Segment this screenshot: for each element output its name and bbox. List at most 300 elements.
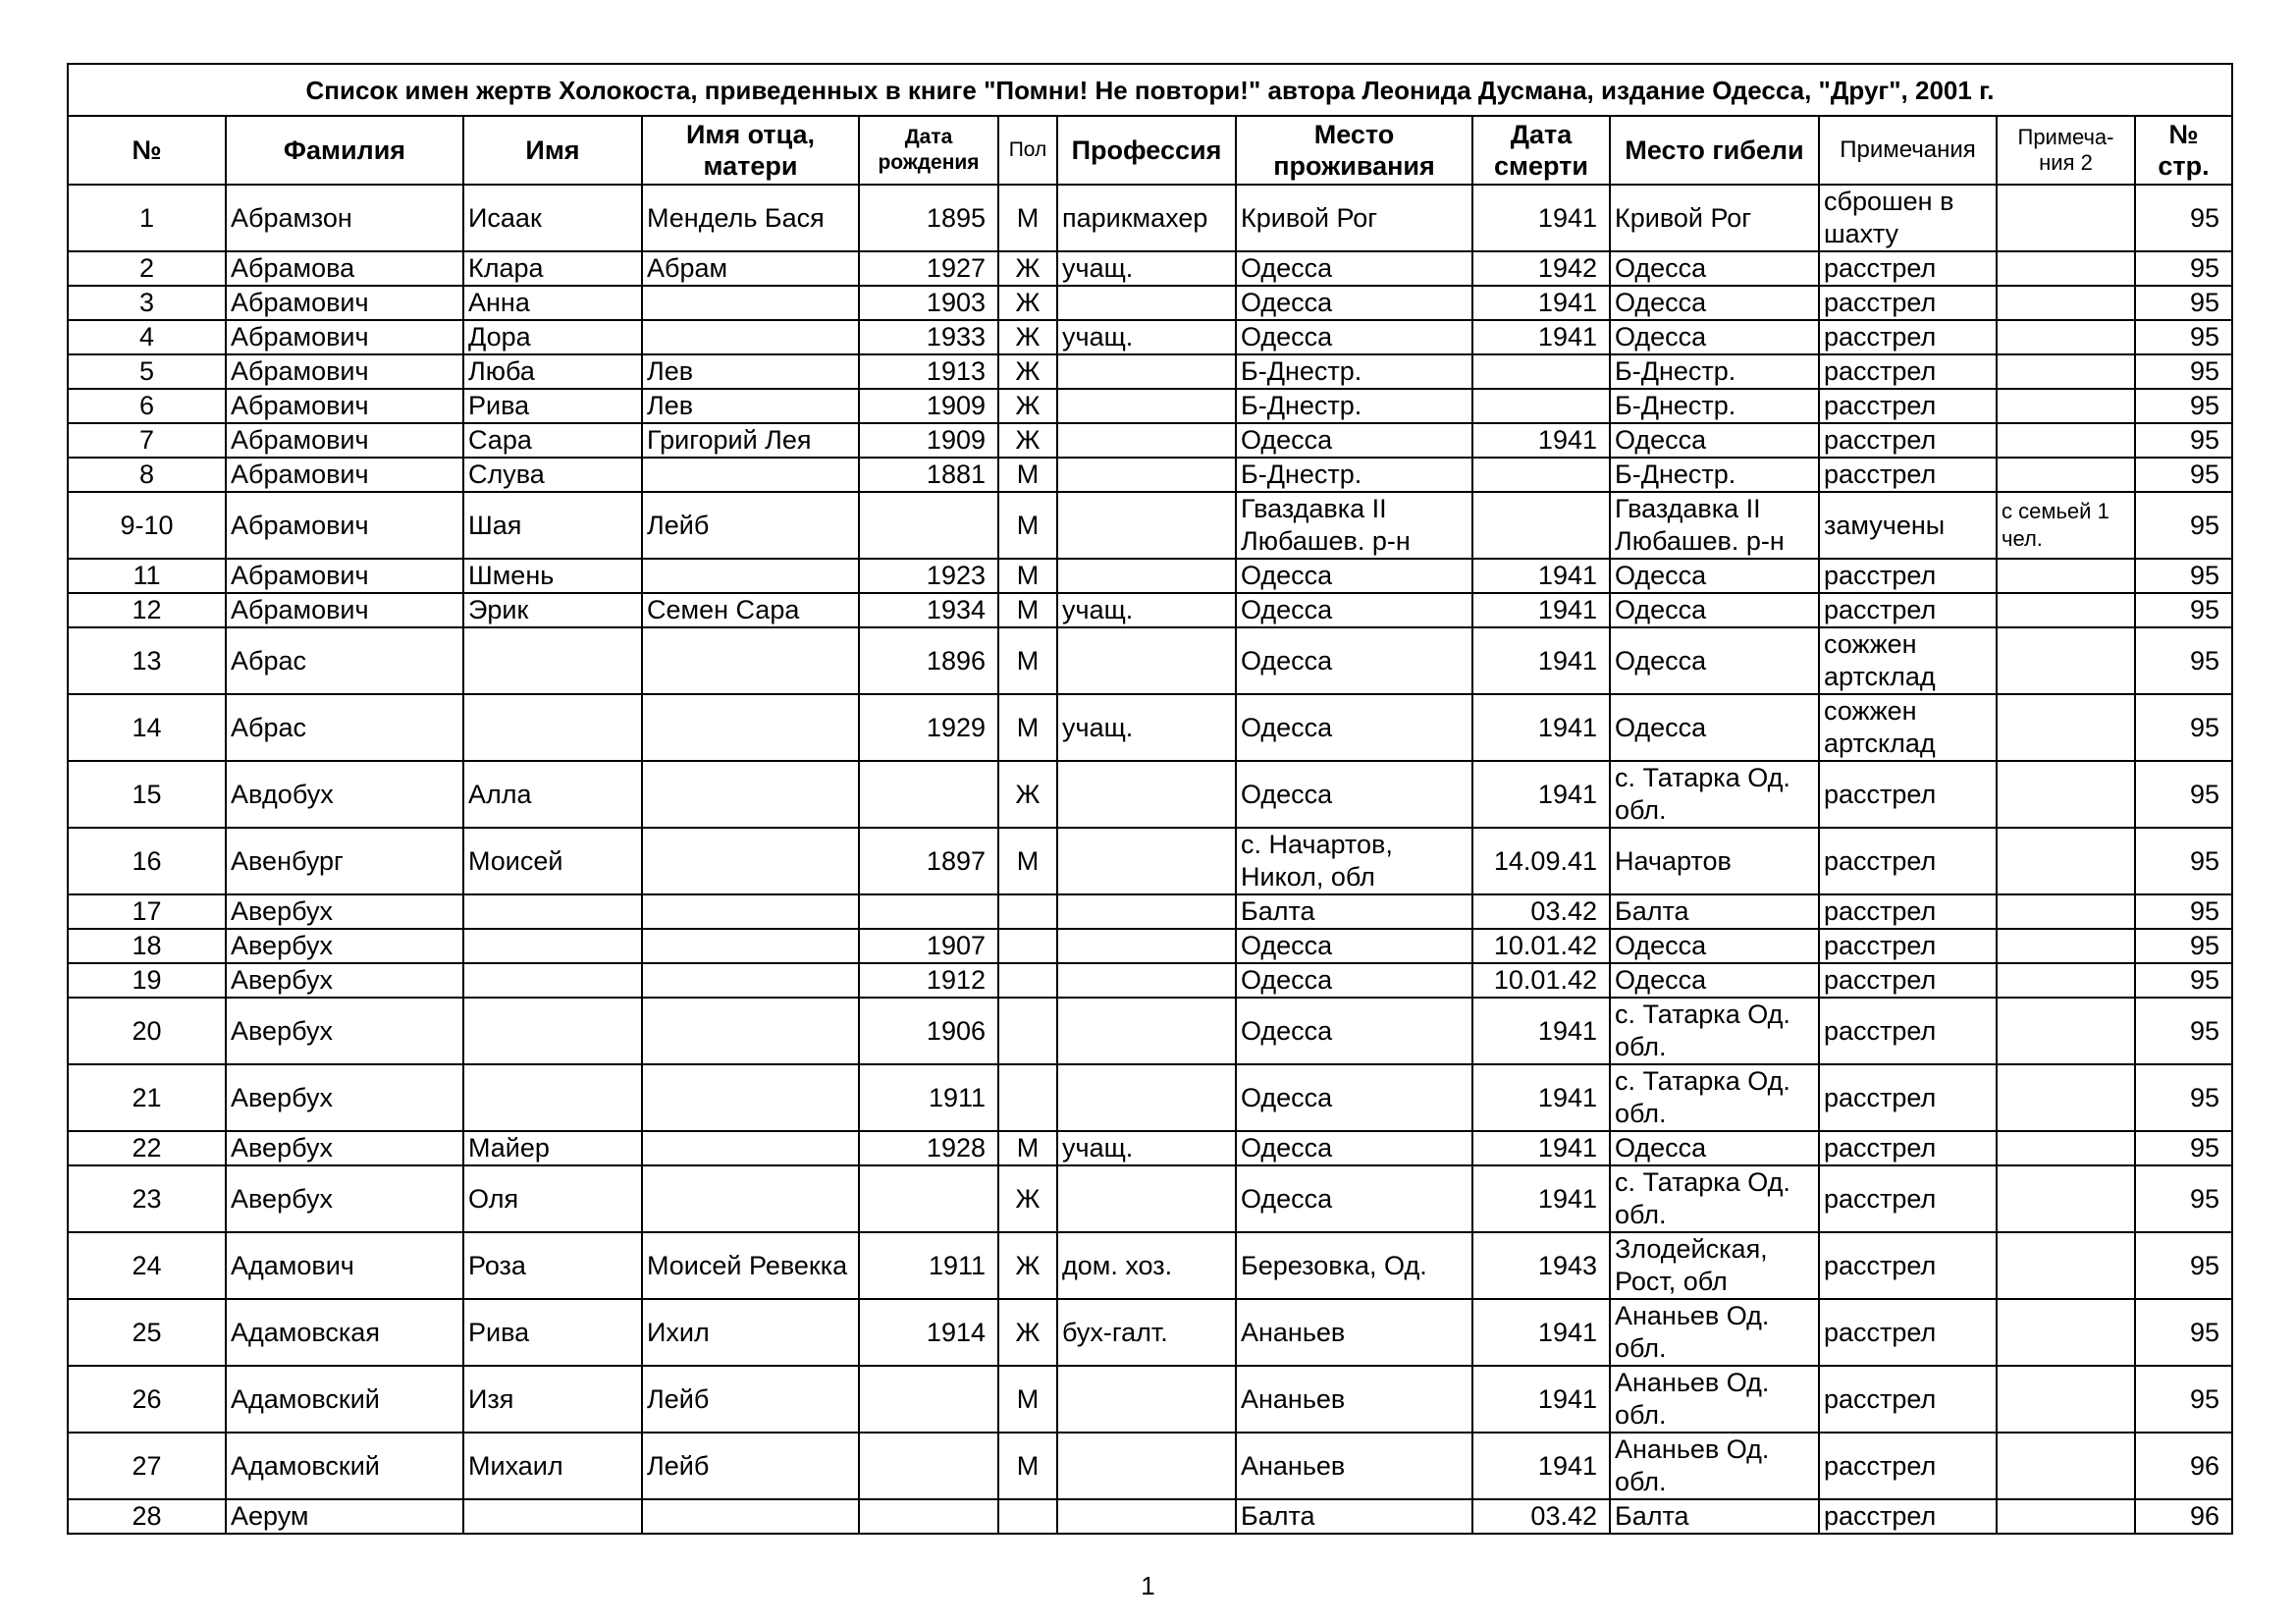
cell-death: 03.42 — [1472, 894, 1610, 929]
cell-note: расстрел — [1819, 1232, 1997, 1299]
cell-parents: Григорий Лея — [642, 423, 859, 458]
cell-parents — [642, 929, 859, 963]
cell-profession — [1057, 1165, 1236, 1232]
cell-profession: учащ. — [1057, 251, 1236, 286]
table-row — [68, 1299, 2232, 1366]
cell-residence: Б-Днестр. — [1236, 458, 1472, 492]
cell-note2 — [1997, 998, 2135, 1064]
cell-death: 1941 — [1472, 1299, 1610, 1366]
cell-sex: М — [998, 185, 1057, 251]
cell-birth: 1933 — [859, 320, 998, 354]
cell-death: 1941 — [1472, 694, 1610, 761]
cell-profession: учащ. — [1057, 694, 1236, 761]
cell-note: расстрел — [1819, 458, 1997, 492]
cell-death: 1941 — [1472, 286, 1610, 320]
cell-note2 — [1997, 185, 2135, 251]
cell-num: 5 — [68, 354, 226, 389]
cell-sex: Ж — [998, 354, 1057, 389]
cell-name — [463, 894, 642, 929]
cell-sex: М — [998, 694, 1057, 761]
cell-note2 — [1997, 1299, 2135, 1366]
cell-residence: Одесса — [1236, 251, 1472, 286]
cell-name: Алла — [463, 761, 642, 828]
cell-page: 95 — [2135, 185, 2232, 251]
cell-sex — [998, 894, 1057, 929]
cell-residence: Одесса — [1236, 559, 1472, 593]
cell-sex: М — [998, 458, 1057, 492]
cell-note2 — [1997, 559, 2135, 593]
cell-num: 1 — [68, 185, 226, 251]
cell-surname: Абрас — [226, 627, 463, 694]
cell-sex: М — [998, 1433, 1057, 1499]
cell-death-place: Балта — [1610, 894, 1819, 929]
table-row — [68, 458, 2232, 492]
cell-note2 — [1997, 1366, 2135, 1433]
cell-sex — [998, 963, 1057, 998]
cell-note: расстрел — [1819, 1433, 1997, 1499]
cell-surname: Абрамович — [226, 492, 463, 559]
cell-residence: Одесса — [1236, 694, 1472, 761]
cell-name: Рива — [463, 389, 642, 423]
cell-death-place: Одесса — [1610, 251, 1819, 286]
cell-residence: Одесса — [1236, 286, 1472, 320]
cell-page: 96 — [2135, 1499, 2232, 1534]
cell-num: 16 — [68, 828, 226, 894]
cell-name: Михаил — [463, 1433, 642, 1499]
cell-sex: М — [998, 828, 1057, 894]
cell-name: Клара — [463, 251, 642, 286]
cell-death: 1941 — [1472, 593, 1610, 627]
header-residence: Место проживания — [1236, 116, 1472, 185]
table-row — [68, 894, 2232, 929]
cell-surname: Авербух — [226, 894, 463, 929]
cell-residence: Ананьев — [1236, 1433, 1472, 1499]
cell-death-place: Злодейская, Рост, обл — [1610, 1232, 1819, 1299]
cell-note: сожжен артсклад — [1819, 627, 1997, 694]
cell-page: 95 — [2135, 828, 2232, 894]
cell-profession — [1057, 1064, 1236, 1131]
table-row — [68, 320, 2232, 354]
cell-birth — [859, 1165, 998, 1232]
cell-birth: 1927 — [859, 251, 998, 286]
cell-parents: Ихил — [642, 1299, 859, 1366]
cell-profession: бух-галт. — [1057, 1299, 1236, 1366]
cell-residence: Б-Днестр. — [1236, 389, 1472, 423]
cell-death-place: Кривой Рог — [1610, 185, 1819, 251]
cell-parents — [642, 1064, 859, 1131]
cell-surname: Абрамович — [226, 354, 463, 389]
cell-parents — [642, 559, 859, 593]
cell-page: 95 — [2135, 320, 2232, 354]
cell-death: 1941 — [1472, 761, 1610, 828]
cell-death-place: с. Татарка Од. обл. — [1610, 761, 1819, 828]
table-row — [68, 1165, 2232, 1232]
cell-note: сожжен артсклад — [1819, 694, 1997, 761]
cell-death: 1941 — [1472, 423, 1610, 458]
cell-birth — [859, 492, 998, 559]
cell-parents: Лейб — [642, 492, 859, 559]
cell-note: расстрел — [1819, 1165, 1997, 1232]
cell-birth: 1911 — [859, 1064, 998, 1131]
cell-residence: Одесса — [1236, 929, 1472, 963]
table-row — [68, 694, 2232, 761]
table-body — [68, 185, 2232, 1534]
table-row — [68, 929, 2232, 963]
cell-profession: дом. хоз. — [1057, 1232, 1236, 1299]
cell-death: 1941 — [1472, 1165, 1610, 1232]
cell-note: расстрел — [1819, 423, 1997, 458]
cell-parents — [642, 1165, 859, 1232]
cell-surname: Авербух — [226, 1165, 463, 1232]
cell-profession — [1057, 828, 1236, 894]
cell-birth: 1881 — [859, 458, 998, 492]
cell-parents — [642, 894, 859, 929]
cell-note2 — [1997, 458, 2135, 492]
cell-num: 6 — [68, 389, 226, 423]
cell-sex — [998, 1499, 1057, 1534]
cell-death: 14.09.41 — [1472, 828, 1610, 894]
cell-surname: Адамовский — [226, 1433, 463, 1499]
cell-surname: Абрас — [226, 694, 463, 761]
cell-name: Изя — [463, 1366, 642, 1433]
cell-death-place: Начартов — [1610, 828, 1819, 894]
cell-death-place: Одесса — [1610, 963, 1819, 998]
cell-birth: 1914 — [859, 1299, 998, 1366]
cell-surname: Абрамович — [226, 458, 463, 492]
cell-death-place: Ананьев Од. обл. — [1610, 1433, 1819, 1499]
cell-residence: Одесса — [1236, 423, 1472, 458]
cell-sex: М — [998, 559, 1057, 593]
cell-surname: Авербух — [226, 998, 463, 1064]
cell-note: расстрел — [1819, 1366, 1997, 1433]
cell-surname: Авербух — [226, 963, 463, 998]
cell-num: 7 — [68, 423, 226, 458]
cell-death: 10.01.42 — [1472, 929, 1610, 963]
cell-surname: Аерум — [226, 1499, 463, 1534]
cell-note2 — [1997, 894, 2135, 929]
cell-death-place: Балта — [1610, 1499, 1819, 1534]
cell-note2 — [1997, 423, 2135, 458]
cell-death-place: Одесса — [1610, 627, 1819, 694]
cell-name — [463, 694, 642, 761]
cell-profession — [1057, 458, 1236, 492]
header-parents: Имя отца, матери — [642, 116, 859, 185]
cell-name: Шая — [463, 492, 642, 559]
cell-residence: Ананьев — [1236, 1299, 1472, 1366]
cell-page: 95 — [2135, 1232, 2232, 1299]
cell-name: Слува — [463, 458, 642, 492]
cell-residence: с. Начартов, Никол, обл — [1236, 828, 1472, 894]
cell-page: 95 — [2135, 492, 2232, 559]
cell-parents — [642, 1499, 859, 1534]
cell-profession — [1057, 998, 1236, 1064]
cell-note2 — [1997, 593, 2135, 627]
cell-residence: Одесса — [1236, 1131, 1472, 1165]
table-row — [68, 828, 2232, 894]
table-row — [68, 1131, 2232, 1165]
cell-name: Исаак — [463, 185, 642, 251]
cell-num: 14 — [68, 694, 226, 761]
cell-death: 1942 — [1472, 251, 1610, 286]
table-row — [68, 423, 2232, 458]
cell-parents — [642, 627, 859, 694]
cell-note: расстрел — [1819, 828, 1997, 894]
cell-num: 18 — [68, 929, 226, 963]
cell-profession — [1057, 894, 1236, 929]
cell-sex: М — [998, 492, 1057, 559]
table-row — [68, 286, 2232, 320]
cell-note: расстрел — [1819, 559, 1997, 593]
document-sheet — [67, 63, 2231, 1535]
cell-birth: 1928 — [859, 1131, 998, 1165]
cell-sex: Ж — [998, 1232, 1057, 1299]
cell-page: 95 — [2135, 929, 2232, 963]
table-row — [68, 963, 2232, 998]
cell-surname: Абрамова — [226, 251, 463, 286]
cell-note2 — [1997, 627, 2135, 694]
cell-parents — [642, 694, 859, 761]
cell-death: 1943 — [1472, 1232, 1610, 1299]
cell-death — [1472, 354, 1610, 389]
cell-death-place: Б-Днестр. — [1610, 354, 1819, 389]
header-surname: Фамилия — [226, 116, 463, 185]
cell-num: 25 — [68, 1299, 226, 1366]
cell-parents — [642, 286, 859, 320]
cell-death: 1941 — [1472, 185, 1610, 251]
cell-sex: М — [998, 1366, 1057, 1433]
cell-note2 — [1997, 694, 2135, 761]
header-death-place: Место гибели — [1610, 116, 1819, 185]
cell-page: 95 — [2135, 559, 2232, 593]
cell-parents: Лейб — [642, 1433, 859, 1499]
cell-num: 8 — [68, 458, 226, 492]
cell-surname: Авенбург — [226, 828, 463, 894]
cell-num: 22 — [68, 1131, 226, 1165]
cell-sex — [998, 1064, 1057, 1131]
cell-note2 — [1997, 1064, 2135, 1131]
cell-page: 95 — [2135, 423, 2232, 458]
table-row — [68, 185, 2232, 251]
cell-residence: Кривой Рог — [1236, 185, 1472, 251]
cell-residence: Одесса — [1236, 761, 1472, 828]
cell-profession — [1057, 286, 1236, 320]
table-row — [68, 593, 2232, 627]
cell-birth — [859, 1433, 998, 1499]
cell-num: 26 — [68, 1366, 226, 1433]
cell-num: 24 — [68, 1232, 226, 1299]
cell-parents — [642, 1131, 859, 1165]
cell-birth: 1913 — [859, 354, 998, 389]
cell-birth: 1897 — [859, 828, 998, 894]
cell-death-place: Гваздавка II Любашев. р-н — [1610, 492, 1819, 559]
cell-profession: парикмахер — [1057, 185, 1236, 251]
cell-num: 20 — [68, 998, 226, 1064]
table-row — [68, 761, 2232, 828]
cell-note: расстрел — [1819, 354, 1997, 389]
cell-page: 95 — [2135, 1064, 2232, 1131]
cell-death: 1941 — [1472, 320, 1610, 354]
table-row — [68, 1232, 2232, 1299]
cell-profession — [1057, 963, 1236, 998]
cell-parents: Семен Сара — [642, 593, 859, 627]
header-note: Примечания — [1819, 116, 1997, 185]
cell-note2 — [1997, 761, 2135, 828]
cell-parents: Лев — [642, 354, 859, 389]
cell-death-place: Одесса — [1610, 694, 1819, 761]
cell-profession — [1057, 389, 1236, 423]
cell-note2 — [1997, 354, 2135, 389]
cell-birth — [859, 894, 998, 929]
cell-sex: Ж — [998, 1165, 1057, 1232]
cell-birth: 1912 — [859, 963, 998, 998]
cell-surname: Авербух — [226, 1131, 463, 1165]
cell-num: 13 — [68, 627, 226, 694]
cell-parents — [642, 998, 859, 1064]
cell-name: Оля — [463, 1165, 642, 1232]
cell-page: 95 — [2135, 894, 2232, 929]
cell-page: 95 — [2135, 694, 2232, 761]
cell-name — [463, 963, 642, 998]
cell-name: Эрик — [463, 593, 642, 627]
cell-death: 1941 — [1472, 1131, 1610, 1165]
cell-residence: Балта — [1236, 894, 1472, 929]
cell-page: 95 — [2135, 998, 2232, 1064]
table-row — [68, 251, 2232, 286]
cell-sex: Ж — [998, 389, 1057, 423]
cell-note2 — [1997, 1131, 2135, 1165]
cell-name: Рива — [463, 1299, 642, 1366]
table-row — [68, 998, 2232, 1064]
cell-note2 — [1997, 1232, 2135, 1299]
cell-surname: Абрамович — [226, 559, 463, 593]
cell-profession: учащ. — [1057, 1131, 1236, 1165]
cell-death-place: Одесса — [1610, 929, 1819, 963]
cell-death-place: Б-Днестр. — [1610, 389, 1819, 423]
cell-parents: Лев — [642, 389, 859, 423]
cell-note: расстрел — [1819, 894, 1997, 929]
cell-birth: 1895 — [859, 185, 998, 251]
cell-note: расстрел — [1819, 1064, 1997, 1131]
cell-note: расстрел — [1819, 963, 1997, 998]
cell-page: 95 — [2135, 1131, 2232, 1165]
cell-birth: 1896 — [859, 627, 998, 694]
cell-num: 12 — [68, 593, 226, 627]
cell-profession — [1057, 761, 1236, 828]
cell-birth: 1911 — [859, 1232, 998, 1299]
cell-surname: Адамович — [226, 1232, 463, 1299]
header-name: Имя — [463, 116, 642, 185]
cell-num: 4 — [68, 320, 226, 354]
cell-note2 — [1997, 1433, 2135, 1499]
cell-surname: Авербух — [226, 929, 463, 963]
victims-table — [67, 63, 2233, 1535]
header-death: Дата смерти — [1472, 116, 1610, 185]
cell-profession — [1057, 492, 1236, 559]
table-row — [68, 354, 2232, 389]
cell-profession — [1057, 1433, 1236, 1499]
cell-num: 27 — [68, 1433, 226, 1499]
cell-residence: Одесса — [1236, 963, 1472, 998]
cell-parents — [642, 320, 859, 354]
cell-name: Роза — [463, 1232, 642, 1299]
cell-note2 — [1997, 828, 2135, 894]
cell-birth: 1923 — [859, 559, 998, 593]
table-row — [68, 627, 2232, 694]
cell-page: 95 — [2135, 1366, 2232, 1433]
cell-sex: Ж — [998, 286, 1057, 320]
cell-num: 19 — [68, 963, 226, 998]
cell-profession — [1057, 423, 1236, 458]
cell-page: 95 — [2135, 1165, 2232, 1232]
cell-parents — [642, 828, 859, 894]
header-note2: Примеча-ния 2 — [1997, 116, 2135, 185]
cell-profession: учащ. — [1057, 593, 1236, 627]
cell-note2 — [1997, 1165, 2135, 1232]
cell-parents: Мендель Бася — [642, 185, 859, 251]
cell-death: 1941 — [1472, 627, 1610, 694]
cell-death-place: с. Татарка Од. обл. — [1610, 1064, 1819, 1131]
cell-num: 23 — [68, 1165, 226, 1232]
cell-name: Дора — [463, 320, 642, 354]
cell-birth: 1907 — [859, 929, 998, 963]
cell-surname: Абрамович — [226, 320, 463, 354]
cell-page: 95 — [2135, 389, 2232, 423]
cell-death: 10.01.42 — [1472, 963, 1610, 998]
cell-sex — [998, 998, 1057, 1064]
cell-profession — [1057, 1499, 1236, 1534]
cell-death-place: Одесса — [1610, 1131, 1819, 1165]
cell-residence: Березовка, Од. — [1236, 1232, 1472, 1299]
cell-death: 1941 — [1472, 1064, 1610, 1131]
cell-sex: Ж — [998, 320, 1057, 354]
cell-death-place: Ананьев Од. обл. — [1610, 1299, 1819, 1366]
cell-profession — [1057, 627, 1236, 694]
cell-note: расстрел — [1819, 1131, 1997, 1165]
cell-sex — [998, 929, 1057, 963]
cell-note: расстрел — [1819, 286, 1997, 320]
cell-note: расстрел — [1819, 1299, 1997, 1366]
header-page: № стр. — [2135, 116, 2232, 185]
cell-parents — [642, 963, 859, 998]
cell-note: расстрел — [1819, 320, 1997, 354]
cell-note2: с семьей 1 чел. — [1997, 492, 2135, 559]
cell-residence: Балта — [1236, 1499, 1472, 1534]
table-row — [68, 1499, 2232, 1534]
cell-residence: Одесса — [1236, 1064, 1472, 1131]
cell-num: 11 — [68, 559, 226, 593]
cell-page: 95 — [2135, 627, 2232, 694]
cell-birth: 1929 — [859, 694, 998, 761]
cell-note2 — [1997, 320, 2135, 354]
cell-parents: Моисей Ревекка — [642, 1232, 859, 1299]
cell-name — [463, 929, 642, 963]
cell-num: 21 — [68, 1064, 226, 1131]
cell-note: расстрел — [1819, 593, 1997, 627]
header-row — [68, 116, 2232, 185]
cell-note2 — [1997, 251, 2135, 286]
cell-birth: 1909 — [859, 423, 998, 458]
cell-note2 — [1997, 389, 2135, 423]
cell-death — [1472, 458, 1610, 492]
cell-surname: Абрамович — [226, 286, 463, 320]
cell-num: 9-10 — [68, 492, 226, 559]
cell-death-place: с. Татарка Од. обл. — [1610, 998, 1819, 1064]
cell-note: расстрел — [1819, 389, 1997, 423]
cell-sex: Ж — [998, 1299, 1057, 1366]
cell-profession — [1057, 929, 1236, 963]
cell-parents — [642, 458, 859, 492]
cell-sex: Ж — [998, 761, 1057, 828]
